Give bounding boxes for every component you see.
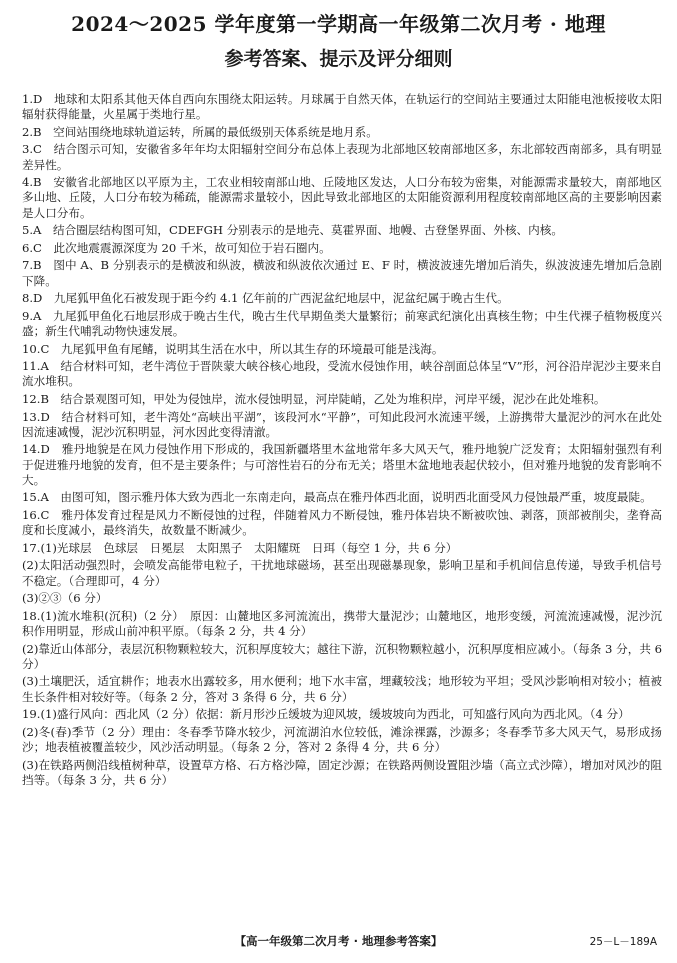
page-subtitle: 参考答案、提示及评分细则: [224, 48, 453, 70]
answer-item-1: 1.D 地球和太阳系其他天体自西向东围绕太阳运转。月球属于自然天体，在轨运行的空间站主要通过太阳能电池板接收太阳辐射获得能量，火星属于类地行星。: [22, 92, 662, 122]
answer-item-17-3: (3)②③（6 分）: [22, 591, 108, 606]
answer-item-9: 9.A 九尾狐甲鱼化石地层形成于晚古生代，晚古生代早期鱼类大量繁衍；前寒武纪演化出真核生物；中生代裸子植物极度兴盛；新生代哺乳动物快速发展。: [22, 308, 662, 338]
answer-item-8: 8.D 九尾狐甲鱼化石被发现于距今约 4.1 亿年前的广西泥盆纪地层中，泥盆纪属于晚古生代。: [22, 291, 509, 306]
footer-label: 【高一年级第二次月考 · 地理参考答案】: [234, 934, 443, 948]
answer-item-12: 12.B 结合景观图可知，甲处为侵蚀岸，流水侵蚀明显，河岸陡峭，乙处为堆积岸，河岸平缓，泥沙在此处堆积。: [22, 391, 606, 406]
answer-item-10: 10.C 九尾狐甲鱼有尾鳍，说明其生活在水中，所以其生存的环境最可能是浅海。: [22, 341, 444, 356]
answer-item-17-2: (2)太阳活动强烈时，会喷发高能带电粒子，干扰地球磁场，甚至出现磁暴现象，影响卫星和手机间信息传递，导致手机信号不稳定。（合理即可，4 分）: [22, 558, 662, 588]
footer-code: 25－L－189A: [589, 936, 657, 948]
answer-item-19-1: 19.(1)盛行风向：西北风（2 分）依据：新月形沙丘缓坡为迎风坡，缓坡坡向为西北，可知盛行风向为西北风。（4 分）: [22, 707, 630, 722]
answer-item-4: 4.B 安徽省北部地区以平原为主，工农业相较南部山地、丘陵地区发达，人口分布较为密集，对能源需求量较大，南部地区多山地、丘陵，人口分布较为稀疏，能源需求量较小，因此导致北部地区的太阳能资源利用程度较南部地区高的主要影响因素是人口分布。: [22, 175, 662, 220]
answer-list: [22, 92, 662, 790]
answer-item-14: 14.D 雅丹地貌是在风力侵蚀作用下形成的，我国新疆塔里木盆地常年多大风天气，雅丹地貌广泛发育；太阳辐射强烈有利于促进雅丹地貌的发育，但不是主要条件；与可溶性岩石的分布无关；塔里木盆地地表起伏较小，但对雅丹地貌的发育影响不大。: [22, 442, 662, 487]
answer-item-15: 15.A 由图可知，图示雅丹体大致为西北一东南走向，最高点在雅丹体西北面，说明西北面受风力侵蚀最严重，坡度最陡。: [22, 490, 652, 505]
answer-item-7: 7.B 图中 A、B 分别表示的是横波和纵波，横波和纵波依次通过 E、F 时，横波波速先增加后消失，纵波波速先增加后急剧下降。: [22, 258, 662, 288]
page-title: 2024～2025 学年度第一学期高一年级第二次月考 · 地理: [71, 12, 606, 36]
answer-item-18-2: (2)靠近山体部分，表层沉积物颗粒较大，沉积厚度较大；越往下游，沉积物颗粒越小，沉积厚度相应减小。（每条 3 分，共 6 分）: [22, 641, 662, 671]
answer-item-19-3: (3)在铁路两侧沿线植树种草，设置草方格、石方格沙障，固定沙源；在铁路两侧设置阻沙墙（高立式沙障），增加对风沙的阻挡等。（每条 3 分，共 6 分）: [22, 757, 662, 787]
answer-item-5: 5.A 结合圈层结构图可知，CDEFGH 分别表示的是地壳、莫霍界面、地幔、古登堡界面、外核、内核。: [22, 223, 563, 238]
answer-item-17-1: 17.(1)光球层 色球层 日冕层 太阳黑子 太阳耀斑 日珥（每空 1 分，共 6 分）: [22, 540, 458, 555]
answer-item-3: 3.C 结合图示可知，安徽省多年年均太阳辐射空间分布总体上表现为北部地区较南部地区多，东北部较西南部多，具有明显差异性。: [22, 142, 662, 172]
answer-item-18-1: 18.(1)流水堆积(沉积)（2 分） 原因：山麓地区多河流流出，携带大量泥沙；山麓地区，地形变缓，河流流速减慢，泥沙沉积作用明显，形成山前冲积平原。（每条 2 分，共 4 分）: [22, 608, 662, 638]
answer-item-2: 2.B 空间站围绕地球轨道运转，所属的最低级别天体系统是地月系。: [22, 124, 378, 139]
answer-item-18-3: (3)土壤肥沃，适宜耕作；地表水出露较多，用水便利；地下水丰富，埋藏较浅；地形较为平坦；受风沙影响相对较小；植被生长条件相对较好等。（每条 2 分，答对 3 条得 6 分，共 6 分）: [22, 674, 662, 704]
answer-item-11: 11.A 结合材料可知，老牛湾位于晋陕蒙大峡谷核心地段，受流水侵蚀作用，峡谷剖面总体呈“V”形，河谷沿岸泥沙主要来自流水堆积。: [22, 359, 662, 389]
answer-item-16: 16.C 雅丹体发育过程是风力不断侵蚀的过程，伴随着风力不断侵蚀，雅丹体岩块不断被吹蚀、剥落，顶部被削尖，垄脊高度和长度减小，最终消失，故数量不断减少。: [22, 507, 662, 538]
answer-item-6: 6.C 此次地震震源深度为 20 千米，故可知位于岩石圈内。: [22, 240, 331, 255]
page-footer: [0, 933, 677, 953]
answer-item-13: 13.D 结合材料可知，老牛湾处“高峡出平湖”，该段河水“平静”，可知此段河水流速平缓，上游携带大量泥沙的河水在此处因流速减慢，泥沙沉积明显，河水因此变得清澈。: [22, 409, 662, 439]
answer-item-19-2: (2)冬(春)季节（2 分）理由：冬春季节降水较少，河流湖泊水位较低，滩涂裸露，沙源多；冬春季节多大风天气，易形成扬沙；地表植被覆盖较少，风沙活动明显。（每条 2 分，答对 2 条得 4 分，共 6 分）: [22, 724, 662, 754]
